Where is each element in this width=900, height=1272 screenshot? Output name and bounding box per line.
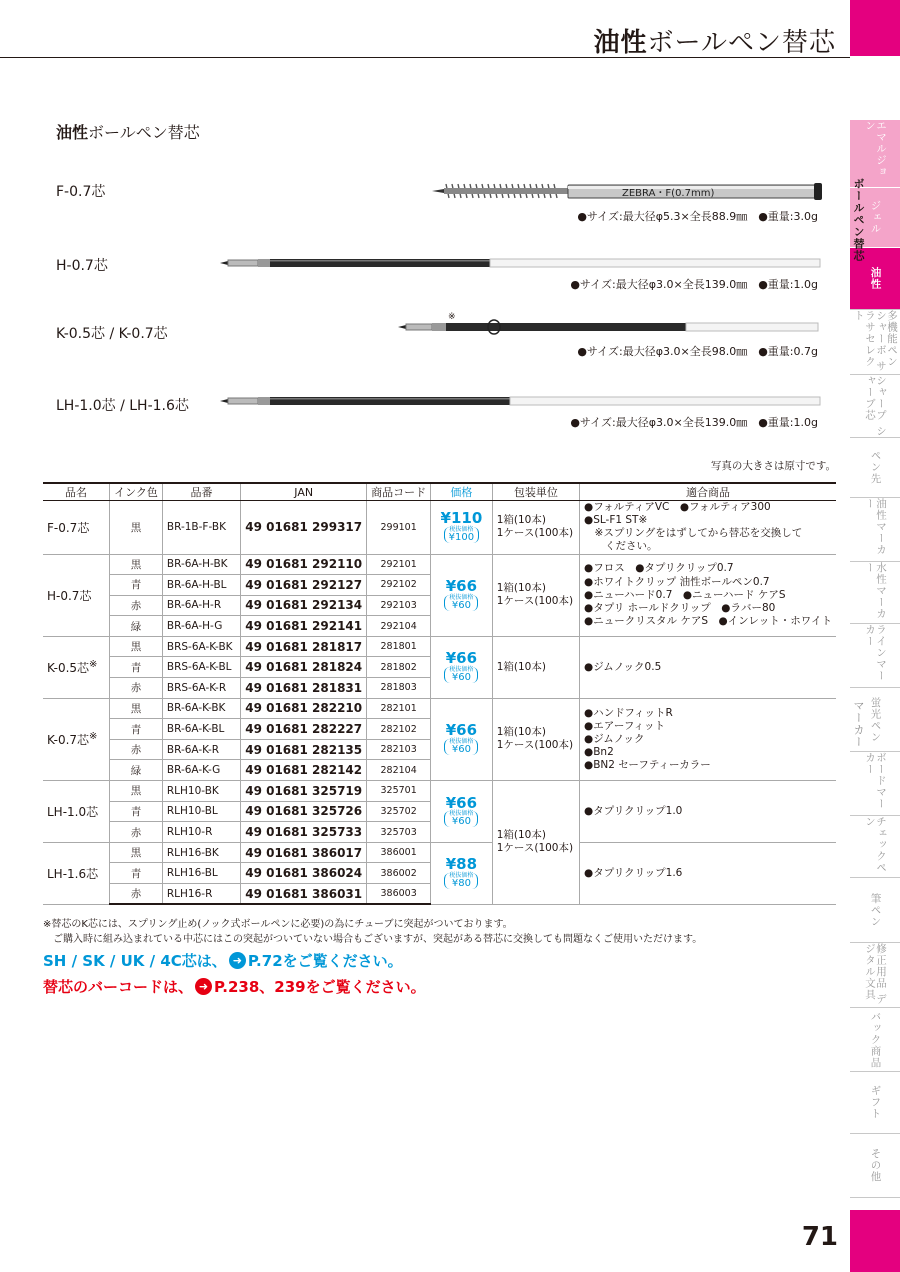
price-tax-value: ¥80	[451, 878, 471, 890]
table-row	[43, 501, 836, 555]
cell-jan: 49 01681 292141	[241, 616, 367, 637]
table-row	[43, 842, 836, 863]
price-tax-label: 税抜価格	[449, 738, 474, 746]
pack-line: 1箱(10本)	[496, 726, 546, 739]
compat-line: ●ホワイトクリップ 油性ボールペン0.7	[584, 575, 770, 588]
compat-line: ●エアーフィット	[584, 719, 666, 732]
th-code: 商品コード	[367, 483, 431, 501]
ref-red-before: 替芯のバーコードは、	[43, 978, 194, 996]
cell-ink: 黒	[110, 501, 163, 555]
th-price: 価格	[431, 483, 493, 501]
side-index-item[interactable]: 蛍光ペン	[850, 688, 900, 752]
price-tax-value: ¥60	[451, 816, 471, 828]
price-tax-bracket	[444, 527, 479, 543]
cell-ink: 緑	[110, 760, 163, 781]
cell-product-name	[43, 842, 110, 904]
cell-model: BR-6A-K-G	[162, 760, 240, 781]
product-name-text: H-0.7芯	[47, 588, 92, 603]
price-main: ¥88	[445, 855, 478, 874]
th-jan: JAN	[241, 483, 367, 501]
price-main: ¥66	[445, 721, 478, 740]
cell-jan: 49 01681 292110	[241, 554, 367, 575]
side-index-item[interactable]: エマルジョン	[850, 120, 900, 188]
cell-jan: 49 01681 281824	[241, 657, 367, 678]
side-index-item[interactable]: ラインマーカー	[850, 624, 900, 688]
cell-ink: 黒	[110, 698, 163, 719]
cell-code: 299101	[367, 501, 431, 555]
th-ink: インク色	[110, 483, 163, 501]
cell-jan: 49 01681 325733	[241, 822, 367, 843]
cell-code: 292102	[367, 575, 431, 596]
table-body	[43, 501, 836, 905]
cell-ink: 青	[110, 657, 163, 678]
price-tax-label: 税抜価格	[449, 810, 474, 818]
cell-code: 325703	[367, 822, 431, 843]
header-title	[594, 22, 837, 59]
header-accent-tab	[850, 0, 900, 56]
side-marker-label: マーカー	[852, 700, 865, 748]
cell-code: 325702	[367, 801, 431, 822]
table-row	[43, 781, 836, 802]
side-index-item[interactable]: チェックペン	[850, 816, 900, 878]
cell-ink: 黒	[110, 842, 163, 863]
cell-model: BR-6A-H-R	[162, 595, 240, 616]
price-main: ¥66	[445, 649, 478, 668]
compat-line: ●フロス ●タプリクリップ0.7	[584, 562, 734, 575]
pack-line: 1箱(10本)	[496, 660, 546, 673]
cell-code: 281802	[367, 657, 431, 678]
cell-pack	[492, 636, 579, 698]
pack-line: 1ケース(100本)	[496, 739, 574, 752]
side-index-item[interactable]: 油性マーカー	[850, 498, 900, 562]
cell-code: 282101	[367, 698, 431, 719]
section-title-rest: ボールペン替芯	[88, 123, 200, 142]
pack-line: 1ケース(100本)	[496, 842, 574, 855]
side-index-item[interactable]: 油性	[850, 248, 900, 310]
refill-asterisk-k: ※	[448, 312, 456, 322]
price-main: ¥66	[445, 577, 478, 596]
side-index-item[interactable]: 筆ペン	[850, 878, 900, 943]
side-index-item[interactable]: ボードマーカー	[850, 752, 900, 816]
cell-jan: 49 01681 282227	[241, 719, 367, 740]
refill-label-k: K-0.5芯 / K-0.7芯	[56, 326, 168, 342]
price-tax-label: 税抜価格	[449, 872, 474, 880]
cell-ink: 赤	[110, 822, 163, 843]
price-tax-label: 税抜価格	[449, 666, 474, 674]
cell-jan: 49 01681 299317	[241, 501, 367, 555]
cell-compat	[580, 554, 836, 636]
pack-line: 1ケース(100本)	[496, 527, 574, 540]
pack-line: 1ケース(100本)	[496, 595, 574, 608]
cell-jan: 49 01681 292127	[241, 575, 367, 596]
cell-model: BRS-6A-K-R	[162, 678, 240, 699]
product-name-text: LH-1.0芯	[47, 804, 99, 819]
cell-ink: 赤	[110, 739, 163, 760]
cell-ink: 赤	[110, 595, 163, 616]
table-row	[43, 554, 836, 575]
product-name-text: K-0.5芯	[47, 660, 90, 675]
cell-jan: 49 01681 282135	[241, 739, 367, 760]
cell-ink: 赤	[110, 678, 163, 699]
arrow-right-icon: ➜	[195, 978, 212, 995]
refill-image-lh	[220, 394, 824, 408]
cell-ink: 青	[110, 575, 163, 596]
refill-spec-k: ●サイズ:最大径φ3.0×全長98.0㎜ ●重量:0.7g	[577, 345, 818, 358]
ref-blue-before: SH / SK / UK / 4C芯は、	[43, 952, 227, 970]
price-tax-value: ¥60	[451, 600, 471, 612]
refill-spec-h07: ●サイズ:最大径φ3.0×全長139.0㎜ ●重量:1.0g	[570, 278, 818, 291]
cell-model: RLH10-BL	[162, 801, 240, 822]
pack-line: 1箱(10本)	[496, 514, 546, 527]
refill-barrel-text: ZEBRA・F(0.7mm)	[622, 188, 715, 199]
refill-label-h07: H-0.7芯	[56, 258, 108, 274]
cell-model: BR-6A-K-BL	[162, 719, 240, 740]
compat-line: ●ハンドフィットR	[584, 706, 673, 719]
header-title-bold: 油性	[593, 28, 648, 58]
cell-model: BR-6A-H-G	[162, 616, 240, 637]
cell-code: 292103	[367, 595, 431, 616]
table-row	[43, 698, 836, 719]
cell-price	[431, 636, 493, 698]
compat-line: ●SL-F1 ST※	[584, 514, 648, 527]
compat-line: ●ニューハード0.7 ●ニューハード ケアS	[584, 588, 786, 601]
cell-compat	[580, 501, 836, 555]
cell-code: 281803	[367, 678, 431, 699]
table-header-row	[43, 483, 836, 501]
price-tax-label: 税抜価格	[449, 594, 474, 602]
cell-jan: 49 01681 386024	[241, 863, 367, 884]
ref-blue-after: P.72をご覧ください。	[247, 952, 403, 970]
cell-jan: 49 01681 292134	[241, 595, 367, 616]
cell-code: 292101	[367, 554, 431, 575]
price-main: ¥110	[440, 509, 483, 528]
cell-code: 282103	[367, 739, 431, 760]
compat-line: ※スプリングをはずしてから替芯を交換して	[584, 527, 803, 540]
side-index	[850, 120, 900, 1198]
cell-ink: 黒	[110, 636, 163, 657]
ref-line-blue[interactable]	[43, 950, 403, 971]
refill-label-lh: LH-1.0芯 / LH-1.6芯	[56, 398, 189, 414]
compat-line: ●タプリクリップ1.6	[584, 866, 683, 879]
cell-product-name	[43, 636, 110, 698]
cell-code: 281801	[367, 636, 431, 657]
cell-jan: 49 01681 386031	[241, 884, 367, 905]
cell-model: RLH10-BK	[162, 781, 240, 802]
header-rule	[0, 57, 850, 58]
cell-compat	[580, 842, 836, 904]
price-tax-value: ¥60	[451, 744, 471, 756]
cell-jan: 49 01681 281831	[241, 678, 367, 699]
cell-product-name	[43, 501, 110, 555]
cell-code: 386003	[367, 884, 431, 905]
section-title-bold: 油性	[56, 123, 89, 142]
product-name-text: F-0.7芯	[47, 520, 90, 535]
cell-ink: 赤	[110, 884, 163, 905]
compat-line: ください。	[584, 540, 658, 553]
cell-model: RLH10-R	[162, 822, 240, 843]
price-tax-value: ¥60	[451, 672, 471, 684]
compat-line: ●BN2 セーフティーカラー	[584, 759, 711, 772]
cell-ink: 黒	[110, 781, 163, 802]
ref-line-red[interactable]	[43, 976, 426, 997]
cell-code: 325701	[367, 781, 431, 802]
cell-product-name	[43, 554, 110, 636]
cell-compat	[580, 698, 836, 780]
cell-pack	[492, 554, 579, 636]
side-index-item[interactable]: ペン先	[850, 438, 900, 498]
product-name-text: K-0.7芯	[47, 732, 90, 747]
cell-code: 386002	[367, 863, 431, 884]
price-tax-bracket	[444, 739, 478, 755]
compat-line: ●フォルティアVC ●フォルティア300	[584, 501, 771, 513]
cell-model: RLH16-R	[162, 884, 240, 905]
photo-note: 写真の大きさは原寸です。	[710, 460, 836, 472]
ref-red-after: P.238、239をご覧ください。	[214, 978, 426, 996]
cell-ink: 青	[110, 863, 163, 884]
product-name-mark: ※	[89, 730, 98, 742]
cell-pack	[492, 698, 579, 780]
price-tax-bracket	[444, 873, 478, 889]
product-name-text: LH-1.6芯	[47, 866, 99, 881]
cell-model: BR-6A-K-BK	[162, 698, 240, 719]
cell-jan: 49 01681 325726	[241, 801, 367, 822]
th-pack: 包装単位	[492, 483, 579, 501]
refill-spec-lh: ●サイズ:最大径φ3.0×全長139.0㎜ ●重量:1.0g	[570, 416, 818, 429]
side-index-item[interactable]: 多機能ペン シャーボ サラサセレクト	[850, 310, 900, 375]
cell-model: BRS-6A-K-BL	[162, 657, 240, 678]
side-index-item[interactable]: その他	[850, 1134, 900, 1198]
page-number-tab	[850, 1210, 900, 1272]
cell-product-name	[43, 698, 110, 780]
header-title-rest: ボールペン替芯	[647, 28, 836, 58]
cell-model: BRS-6A-K-BK	[162, 636, 240, 657]
refill-image-k	[398, 318, 824, 336]
table-row	[43, 636, 836, 657]
side-index-item[interactable]: シャープ シャーブ芯	[850, 375, 900, 438]
price-tax-bracket	[444, 667, 478, 683]
side-index-item[interactable]: ギフト	[850, 1072, 900, 1134]
cell-price	[431, 781, 493, 843]
compat-line: ●ニュークリスタル ケアS ●インレット・ホワイト	[584, 614, 832, 627]
price-tax-label: 税抜価格	[449, 526, 474, 534]
cell-ink: 緑	[110, 616, 163, 637]
cell-pack	[492, 501, 579, 555]
cell-code: 282102	[367, 719, 431, 740]
cell-model: BR-1B-F-BK	[162, 501, 240, 555]
side-index-item[interactable]: 水性マーカー	[850, 562, 900, 624]
side-index-item[interactable]: ジェル	[850, 188, 900, 248]
cell-price	[431, 554, 493, 636]
compat-line: ●タプリクリップ1.0	[584, 804, 683, 817]
arrow-right-icon: ➜	[229, 952, 246, 969]
compat-line: ●ジムノック	[584, 732, 645, 745]
cell-code: 292104	[367, 616, 431, 637]
cell-model: BR-6A-H-BK	[162, 554, 240, 575]
side-index-item[interactable]: バック商品	[850, 1008, 900, 1072]
cell-jan: 49 01681 282142	[241, 760, 367, 781]
side-category-label: ボールペン替芯	[852, 178, 865, 262]
side-index-item[interactable]: 修正用品 デジタル文具	[850, 943, 900, 1008]
th-name: 品名	[43, 483, 110, 501]
cell-ink: 青	[110, 801, 163, 822]
th-compat: 適合商品	[580, 483, 836, 501]
cell-model: RLH16-BK	[162, 842, 240, 863]
cell-code: 386001	[367, 842, 431, 863]
compat-line: ●ジムノック0.5	[584, 660, 662, 673]
footnote-2: ご購入時に組み込まれている中芯にはこの突起がついていない場合もございますが、突起がある替芯に交換しても問題なくご使用いただけます。	[53, 934, 703, 945]
cell-model: BR-6A-H-BL	[162, 575, 240, 596]
cell-ink: 黒	[110, 554, 163, 575]
product-table	[43, 482, 836, 905]
price-tax-value: ¥100	[448, 532, 475, 544]
section-title	[56, 120, 200, 143]
cell-jan: 49 01681 282210	[241, 698, 367, 719]
refill-spec-f07: ●サイズ:最大径φ5.3×全長88.9㎜ ●重量:3.0g	[577, 210, 818, 223]
cell-jan: 49 01681 281817	[241, 636, 367, 657]
cell-ink: 青	[110, 719, 163, 740]
cell-price	[431, 501, 493, 555]
price-tax-bracket	[444, 811, 478, 827]
cell-compat	[580, 781, 836, 843]
cell-pack	[492, 781, 579, 905]
cell-jan: 49 01681 325719	[241, 781, 367, 802]
cell-price	[431, 842, 493, 904]
pack-line: 1箱(10本)	[496, 829, 546, 842]
price-tax-bracket	[444, 595, 478, 611]
refill-image-h07	[220, 256, 824, 270]
compat-line: ●タプリ ホールドクリップ ●ラバー80	[584, 601, 776, 614]
refill-label-f07: F-0.7芯	[56, 184, 106, 200]
compat-line: ●Bn2	[584, 745, 614, 758]
cell-code: 282104	[367, 760, 431, 781]
cell-compat	[580, 636, 836, 698]
page-number: 71	[801, 1222, 838, 1252]
cell-model: RLH16-BL	[162, 863, 240, 884]
price-main: ¥66	[445, 793, 478, 812]
cell-jan: 49 01681 386017	[241, 842, 367, 863]
refill-image-f07	[432, 176, 824, 204]
cell-price	[431, 698, 493, 780]
footnote-1: ※替芯のK芯には、スプリング止め(ノック式ボールペンに必要)の為にチューブに突起がついております。	[43, 919, 513, 930]
cell-product-name	[43, 781, 110, 843]
pack-line: 1箱(10本)	[496, 582, 546, 595]
th-model: 品番	[162, 483, 240, 501]
product-name-mark: ※	[89, 658, 98, 670]
cell-model: BR-6A-K-R	[162, 739, 240, 760]
